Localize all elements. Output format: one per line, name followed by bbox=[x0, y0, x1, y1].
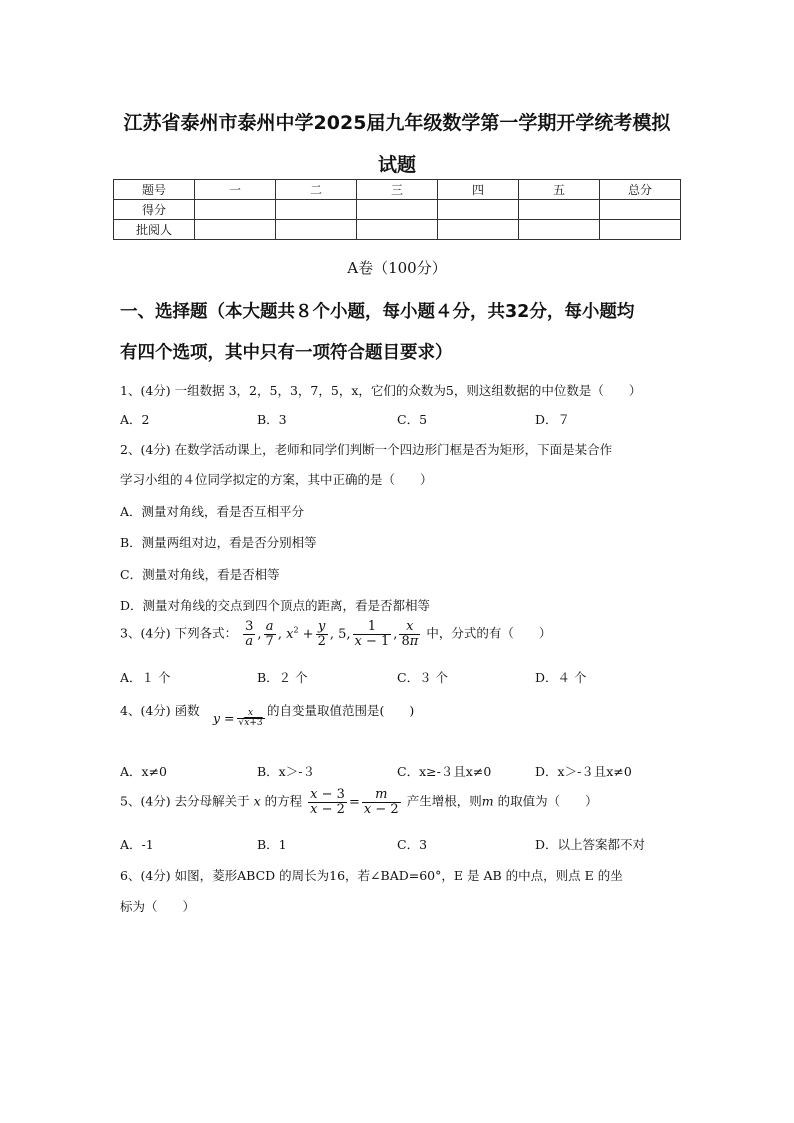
score-header-cell: 题号 bbox=[114, 180, 195, 200]
q2-option-d: D．测量对角线的交点到四个顶点的距离，看是否都相等 bbox=[120, 598, 431, 613]
score-table-row bbox=[114, 220, 681, 240]
q5-equation: $\frac{x - 3}{x - 2}$ = $\frac{m}{x - 2}$ bbox=[310, 787, 399, 817]
score-header-cell: 二 bbox=[276, 180, 357, 200]
score-cell bbox=[357, 200, 438, 220]
q2-text-line1: 2、(4分) 在数学活动课上，老师和同学们判断一个四边形门框是否为矩形，下面是某合作 bbox=[120, 442, 613, 457]
q2-option-c: C．测量对角线，看是否相等 bbox=[120, 567, 280, 582]
q4-option-d: D．x＞-３且x≠0 bbox=[535, 764, 632, 779]
q5-mid: 的方程 bbox=[264, 793, 303, 809]
q6-text-line1: 6、(4分) 如图，菱形ABCD 的周长为16，若∠BAD=60°，E 是 AB 的中点，则点 E 的坐 bbox=[120, 868, 623, 883]
q6-text-line2: 标为（ ） bbox=[120, 899, 196, 914]
document-title-line1: 江苏省泰州市泰州中学2025届九年级数学第一学期开学统考模拟 bbox=[123, 112, 671, 134]
q4-option-a: A．x≠0 bbox=[120, 764, 168, 779]
score-cell bbox=[438, 200, 519, 220]
section1-heading-line1: 一、选择题（本大题共８个小题，每小题４分，共32分，每小题均 bbox=[120, 302, 635, 322]
score-cell bbox=[195, 200, 276, 220]
score-cell bbox=[519, 220, 600, 240]
score-cell bbox=[438, 220, 519, 240]
score-table bbox=[113, 179, 681, 240]
q4-prefix: 4、(4分) 函数 bbox=[120, 703, 200, 718]
q3-suffix: 中，分式的有（ ） bbox=[426, 625, 552, 641]
q3-prefix: 3、(4分) 下列各式： bbox=[120, 625, 238, 641]
score-header-cell: 五 bbox=[519, 180, 600, 200]
score-row-label: 批阅人 bbox=[114, 220, 195, 240]
q5-suffix: 产生增根，则 bbox=[406, 793, 482, 809]
q3-option-a: A．１ 个 bbox=[120, 670, 171, 685]
q5-option-b: B．1 bbox=[257, 837, 287, 852]
section1-heading-line2: 有四个选项，其中只有一项符合题目要求） bbox=[120, 343, 453, 363]
score-cell bbox=[600, 220, 681, 240]
section-a-heading: A卷（100分） bbox=[347, 259, 447, 277]
q2-text-line2: 学习小组的４位同学拟定的方案，其中正确的是（ ） bbox=[120, 472, 433, 487]
score-header-cell: 一 bbox=[195, 180, 276, 200]
q1-option-a: A．2 bbox=[120, 412, 150, 427]
q5-text bbox=[120, 788, 598, 816]
score-cell bbox=[519, 200, 600, 220]
score-table-header-row bbox=[114, 180, 681, 200]
q3-expression: $\frac{3}{a}$ , $\frac{a}{7}$ , $x^2$ + $\frac{y}{2}$ , 5, $\frac{1}{x - 1}$ , $\frac{x}{8\pi}$ bbox=[245, 619, 419, 649]
q1-option-b: B．3 bbox=[257, 412, 287, 427]
q4-option-c: C．x≥-３且x≠0 bbox=[397, 764, 492, 779]
q3-option-b: B．２ 个 bbox=[257, 670, 308, 685]
q5-variable-m: m bbox=[481, 793, 494, 809]
q1-option-c: C．5 bbox=[397, 412, 428, 427]
q3-option-d: D．４ 个 bbox=[535, 670, 587, 685]
q2-option-b: B．测量两组对边，看是否分别相等 bbox=[120, 535, 317, 550]
score-header-cell: 三 bbox=[357, 180, 438, 200]
q5-option-d: D．以上答案都不对 bbox=[535, 837, 646, 852]
q4-function-formula: y = $\frac{x}{√x+3}$ bbox=[213, 708, 263, 729]
score-cell bbox=[600, 200, 681, 220]
score-cell bbox=[276, 200, 357, 220]
q1-option-d: D．７ bbox=[535, 412, 571, 427]
q5-option-c: C．3 bbox=[397, 837, 428, 852]
score-cell bbox=[276, 220, 357, 240]
q3-text bbox=[120, 620, 551, 648]
score-table-row bbox=[114, 200, 681, 220]
score-cell bbox=[357, 220, 438, 240]
q3-option-c: C．３ 个 bbox=[397, 670, 449, 685]
q4-option-b: B．x＞-３ bbox=[257, 764, 315, 779]
score-header-cell: 四 bbox=[438, 180, 519, 200]
document-title-line2: 试题 bbox=[377, 154, 416, 176]
q5-end: 的取值为（ ） bbox=[497, 793, 598, 809]
q5-variable-x: x bbox=[253, 793, 261, 809]
q4-suffix: 的自变量取值范围是( ) bbox=[267, 703, 415, 718]
score-row-label: 得分 bbox=[114, 200, 195, 220]
q5-option-a: A．-1 bbox=[120, 837, 154, 852]
q1-text: 1、(4分) 一组数据 3，2，5，3，7，5，x，它们的众数为5，则这组数据的中位数是（ ） bbox=[120, 383, 642, 398]
score-header-cell: 总分 bbox=[600, 180, 681, 200]
q5-prefix: 5、(4分) 去分母解关于 bbox=[120, 793, 250, 809]
q2-option-a: A．测量对角线，看是否互相平分 bbox=[120, 504, 305, 519]
score-cell bbox=[195, 220, 276, 240]
